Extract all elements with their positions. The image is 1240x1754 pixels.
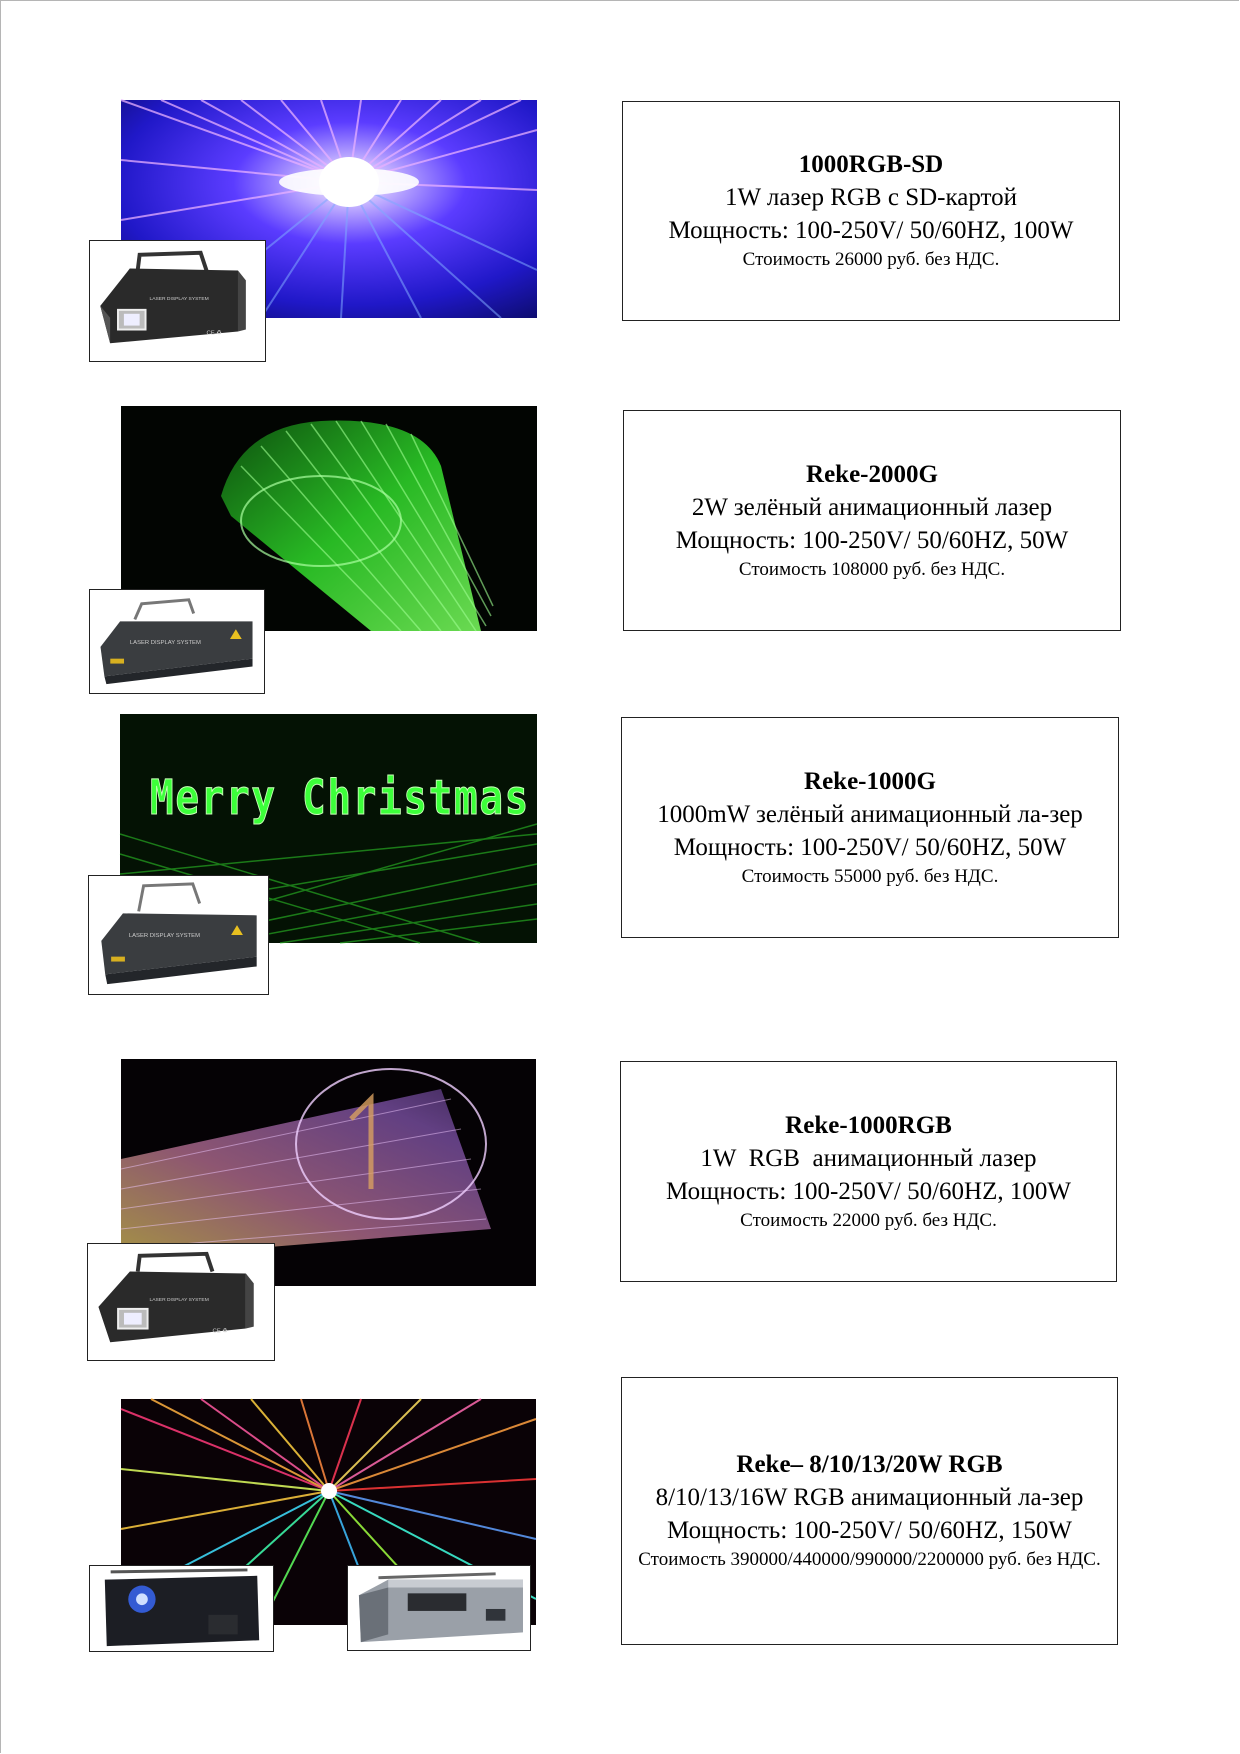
device-label: LASER DISPLAY SYSTEM xyxy=(149,1298,209,1304)
device-label: LASER DISPLAY SYSTEM xyxy=(149,297,209,303)
product-name: Reke-2000G xyxy=(806,460,938,488)
product-card xyxy=(621,717,1119,938)
product-description: 1W лазер RGB с SD-картой xyxy=(725,184,1017,211)
product-price: Стоимость 55000 руб. без НДС. xyxy=(741,865,999,887)
product-price: Стоимость 108000 руб. без НДС. xyxy=(738,558,1006,580)
laser-device-photo xyxy=(89,589,265,694)
device-marks: CE ♻ xyxy=(206,330,222,337)
product-name: Reke-1000RGB xyxy=(785,1111,952,1139)
laser-device-photo xyxy=(347,1565,531,1651)
device-label: LASER DISPLAY SYSTEM xyxy=(129,639,201,646)
product-description: 1000mW зелёный анимационный ла-зер xyxy=(657,800,1083,828)
product-name: Reke-1000G xyxy=(804,767,936,795)
product-description: 8/10/13/16W RGB анимационный ла-зер xyxy=(655,1484,1084,1511)
product-name: Reke– 8/10/13/20W RGB xyxy=(736,1451,1003,1478)
laser-device-photo xyxy=(88,875,269,995)
laser-device-photo xyxy=(89,240,266,362)
product-power: Мощность: 100-250V/ 50/60HZ, 150W xyxy=(667,1517,1072,1544)
laser-device-photo xyxy=(89,1565,274,1652)
product-power: Мощность: 100-250V/ 50/60HZ, 50W xyxy=(675,526,1069,554)
product-card xyxy=(620,1061,1117,1282)
product-price: Стоимость 26000 руб. без НДС. xyxy=(742,249,1000,270)
product-card xyxy=(622,101,1120,321)
product-power: Мощность: 100-250V/ 50/60HZ, 100W xyxy=(668,217,1074,244)
device-label: LASER DISPLAY SYSTEM xyxy=(128,932,200,939)
product-power: Мощность: 100-250V/ 50/60HZ, 100W xyxy=(666,1177,1071,1205)
laser-text: Merry Christmas xyxy=(150,770,530,826)
product-name: 1000RGB-SD xyxy=(798,151,944,178)
laser-device-photo xyxy=(87,1243,275,1361)
product-description: 1W RGB анимационный лазер xyxy=(700,1144,1037,1172)
product-card xyxy=(623,410,1121,631)
product-description: 2W зелёный анимационный лазер xyxy=(691,493,1053,521)
product-card xyxy=(621,1377,1118,1645)
product-price: Стоимость 390000/440000/990000/2200000 руб. без НДС. xyxy=(638,1549,1101,1570)
product-price: Стоимость 22000 руб. без НДС. xyxy=(740,1209,997,1231)
device-marks: CE ♻ xyxy=(212,1328,228,1335)
product-power: Мощность: 100-250V/ 50/60HZ, 50W xyxy=(673,833,1067,861)
